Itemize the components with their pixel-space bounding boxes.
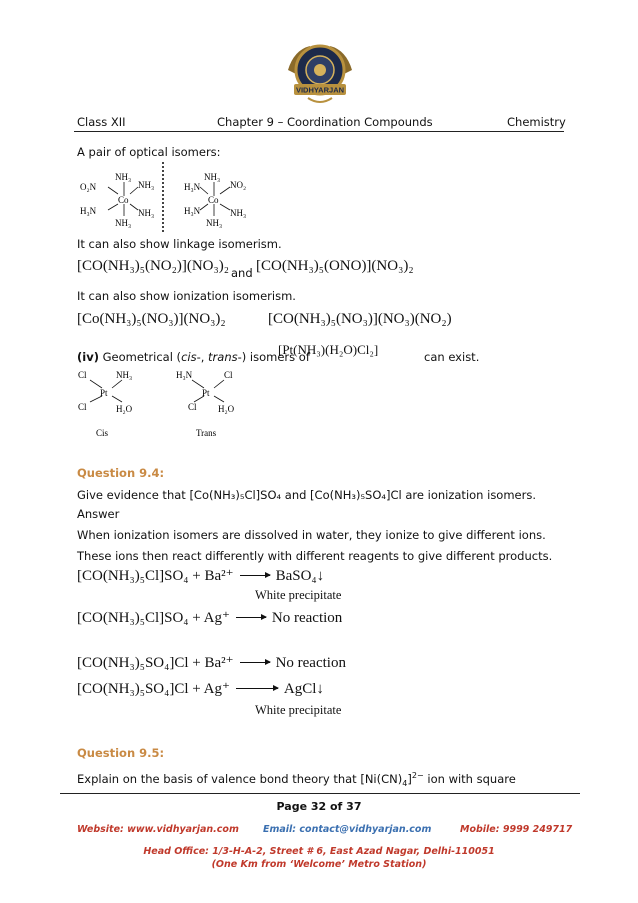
vidhyarjan-logo: [280, 40, 360, 108]
trans-h3n: H₃N: [176, 370, 193, 380]
reaction-1-note: White precipitate: [255, 588, 342, 602]
trans-pt: Pt: [202, 388, 210, 398]
right-nh3-top: NH₃: [204, 172, 221, 182]
header-chapter: Chapter 9 – Coordination Compounds: [217, 115, 433, 129]
geo-text-a: Geometrical (: [98, 350, 182, 364]
left-h3n: H₃N: [80, 206, 97, 216]
linkage-formula-2: [CO(NH₃)₅(ONO)](NO₃)₂: [256, 258, 414, 274]
geo-cis-word: cis: [181, 350, 197, 364]
reaction-2: [77, 608, 342, 627]
geometrical-formula: [Pt(NH₃)(H₂O)Cl₂]: [278, 342, 379, 357]
reaction-3-lhs: [CO(NH₃)₅SO₄]Cl + Ba²⁺: [77, 655, 234, 671]
trans-label: Trans: [196, 428, 217, 438]
q95-sub: 4: [402, 779, 408, 789]
right-no2: NO₂: [230, 180, 247, 190]
footer-rule: [60, 793, 580, 794]
cis-h2o: H₂O: [116, 404, 133, 414]
q95-close: ]: [407, 771, 412, 786]
reaction-3: [77, 653, 346, 672]
reaction-4-lhs: [CO(NH₃)₅SO₄]Cl + Ag⁺: [77, 681, 230, 697]
geometrical-text: [77, 349, 310, 366]
header-class: Class XII: [77, 115, 126, 129]
arrow-icon: [240, 662, 270, 663]
logo-text: VIDHYARJAN: [295, 85, 345, 95]
q95-question: [77, 767, 516, 792]
footer-office: Head Office: 1/3-H-A-2, Street # 6, East Azad Nagar, Delhi-110051: [143, 846, 495, 857]
arrow-icon: [236, 688, 278, 689]
header-subject: Chemistry: [507, 115, 566, 129]
q95-text-start: Explain on the basis of valence bond theory that [Ni(CN): [77, 771, 403, 786]
right-nh3-lower: NH₃: [230, 208, 247, 218]
mirror-line: [162, 162, 164, 232]
header-rule: [74, 131, 564, 132]
q94-title: Question 9.4:: [77, 466, 165, 480]
right-h3n-top: H₃N: [184, 182, 201, 192]
footer-mobile: Mobile: 9999 249717: [460, 824, 573, 835]
reaction-2-lhs: [CO(NH₃)₅Cl]SO₄ + Ag⁺: [77, 610, 230, 626]
left-o2n: O₂N: [80, 182, 97, 192]
reaction-4: [77, 679, 324, 698]
geometrical-label: (iv): [77, 350, 99, 364]
arrow-icon: [236, 617, 266, 618]
arrow-icon: [240, 575, 270, 576]
trans-h2o: H₂O: [218, 404, 235, 414]
page-number: Page 32 of 37: [276, 800, 362, 813]
reaction-4-rhs: AgCl↓: [283, 681, 324, 697]
cis-label: Cis: [96, 428, 109, 438]
cis-pt: Pt: [100, 388, 108, 398]
linkage-and: and: [231, 266, 253, 280]
footer-email[interactable]: Email: contact@vidhyarjan.com: [263, 824, 432, 835]
geo-text-b: -,: [196, 350, 209, 364]
linkage-formula-1: [CO(NH₃)₅(NO₂)](NO₃)₂: [77, 258, 229, 274]
left-nh3-lower: NH₃: [138, 208, 155, 218]
cis-nh3: NH₃: [116, 370, 133, 380]
reaction-1-lhs: [CO(NH₃)₅Cl]SO₄ + Ba²⁺: [77, 568, 234, 584]
footer-website[interactable]: Website: www.vidhyarjan.com: [77, 824, 239, 835]
reaction-2-rhs: No reaction: [271, 610, 343, 626]
cis-cl-top: Cl: [78, 370, 87, 380]
geometrical-can-exist: can exist.: [424, 350, 480, 364]
right-h3n: H₃N: [184, 206, 201, 216]
optical-isomer-left: [80, 172, 170, 232]
right-nh3-bottom: NH₃: [206, 218, 223, 228]
q95-title: Question 9.5:: [77, 746, 165, 760]
reaction-1: [77, 566, 324, 585]
ionization-formula-2: [CO(NH₃)₅(NO₃)](NO₃)(NO₂): [268, 311, 452, 327]
footer-landmark: (One Km from ‘Welcome’ Metro Station): [211, 859, 427, 870]
ionization-formula-1: [Co(NH₃)₅(NO₃)](NO₃)₂: [77, 311, 226, 327]
left-co: Co: [118, 195, 129, 205]
trans-cl-bottom: Cl: [188, 402, 197, 412]
linkage-intro: It can also show linkage isomerism.: [77, 237, 282, 251]
trans-cl-top: Cl: [224, 370, 233, 380]
reaction-1-rhs: BaSO₄↓: [275, 568, 325, 584]
q94-answer-text: When ionization isomers are dissolved in water, they ionize to give different ions. These ions then react differently with different reagents to give different products.: [77, 528, 553, 563]
q94-answer-label: Answer: [77, 507, 120, 521]
geo-trans-word: trans: [208, 350, 238, 364]
right-co: Co: [208, 195, 219, 205]
ionization-intro: It can also show ionization isomerism.: [77, 289, 296, 303]
reaction-3-rhs: No reaction: [275, 655, 346, 671]
reaction-4-note: White precipitate: [255, 703, 342, 717]
geo-text-c: -) isomers of: [237, 350, 310, 364]
trans-isomer: [176, 368, 248, 444]
optical-intro: A pair of optical isomers:: [77, 145, 221, 159]
left-nh3-top: NH₃: [115, 172, 132, 182]
q95-text-end: ion with square: [423, 771, 516, 786]
q95-sup: 2−: [411, 771, 424, 780]
cis-cl-bottom: Cl: [78, 402, 87, 412]
cis-isomer: [76, 368, 146, 444]
q94-question: Give evidence that [Co(NH₃)₅Cl]SO₄ and [Co(NH₃)₅SO₄]Cl are ionization isomers.: [77, 488, 536, 502]
left-nh3-bottom: NH₃: [115, 218, 132, 228]
left-nh3-right: NH₃: [138, 180, 155, 190]
optical-isomer-right: [184, 172, 274, 232]
